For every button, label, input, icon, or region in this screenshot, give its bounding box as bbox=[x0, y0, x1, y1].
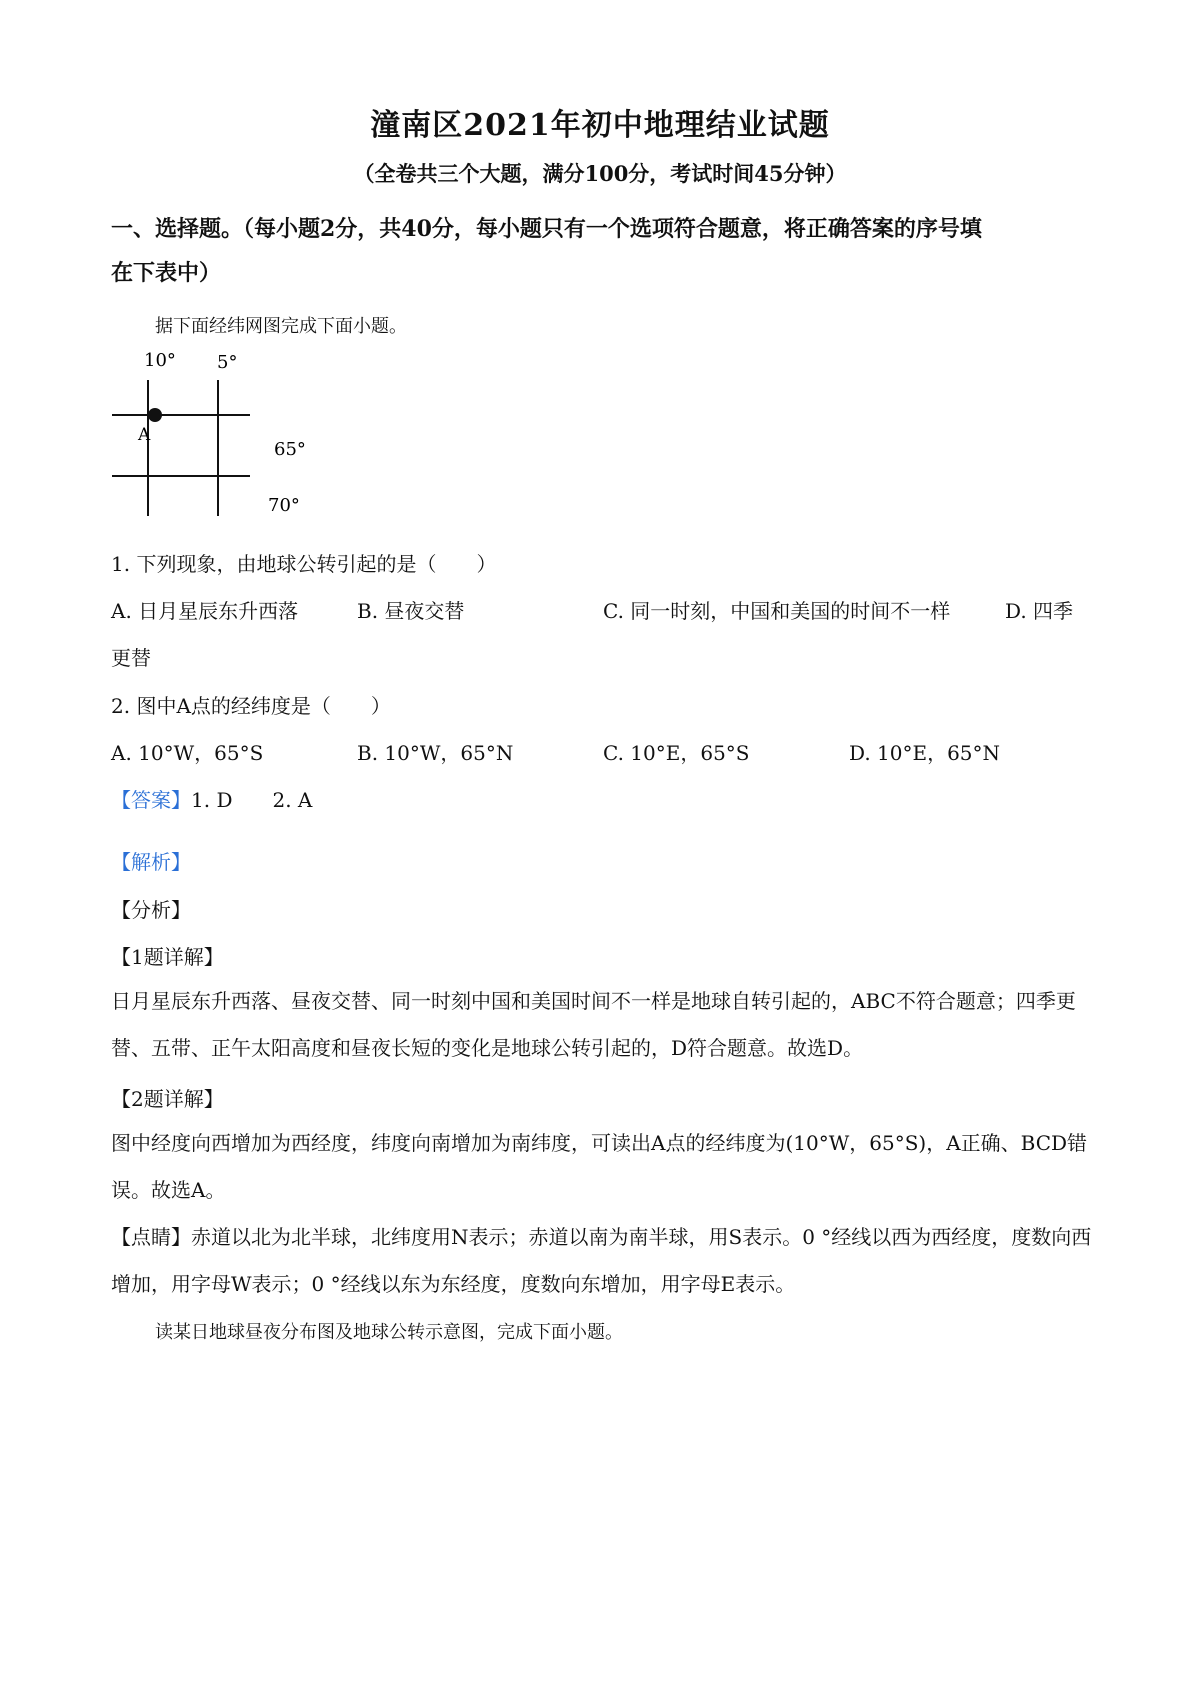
fenxi-label: 【分析】 bbox=[111, 898, 191, 922]
section-heading-line2: 在下表中） bbox=[111, 260, 222, 286]
detail1-label: 【1题详解】 bbox=[111, 945, 224, 969]
intro-next-question: 读某日地球昼夜分布图及地球公转示意图，完成下面小题。 bbox=[155, 1322, 623, 1343]
dianjing-label: 【点睛】 bbox=[111, 1225, 191, 1249]
answer-row bbox=[111, 784, 312, 813]
q1-option-d: D. 四季 bbox=[1005, 599, 1074, 623]
q2-option-a: A. 10°W，65°S bbox=[111, 741, 264, 765]
q2-option-d: D. 10°E，65°N bbox=[849, 741, 1001, 765]
q1-option-c: C. 同一时刻，中国和美国的时间不一样 bbox=[603, 599, 951, 623]
q2-option-b: B. 10°W，65°N bbox=[357, 741, 514, 765]
dianjing-text: 赤道以北为北半球，北纬度用N表示；赤道以南为南半球，用S表示。0 °经线以西为西经度，度数向西增加，用字母W表示；0 °经线以东为东经度，度数向东增加，用字母E表示。 bbox=[111, 1225, 1092, 1296]
analysis-label: 【解析】 bbox=[111, 850, 191, 874]
dianjing-paragraph bbox=[111, 1214, 1101, 1308]
section-heading-line1: 一、选择题。（每小题2分，共40分，每小题只有一个选项符合题意，将正确答案的序号填 bbox=[111, 216, 982, 242]
intro-grid-question: 据下面经纬网图完成下面小题。 bbox=[155, 316, 407, 337]
page-subtitle: （全卷共三个大题，满分100分，考试时间45分钟） bbox=[353, 161, 847, 186]
detail2-label: 【2题详解】 bbox=[111, 1087, 224, 1111]
q2-option-c: C. 10°E，65°S bbox=[603, 741, 750, 765]
answer-text: 1. D 2. A bbox=[191, 788, 313, 812]
label-lon-left: 10° bbox=[144, 350, 176, 371]
q1-stem: 1. 下列现象，由地球公转引起的是（ ） bbox=[111, 552, 497, 576]
q2-stem: 2. 图中A点的经纬度是（ ） bbox=[111, 694, 391, 718]
label-lat-top: 65° bbox=[274, 439, 306, 460]
q1-option-d-wrap: 更替 bbox=[111, 646, 151, 670]
label-lon-right: 5° bbox=[217, 352, 238, 373]
detail2-text: 图中经度向西增加为西经度，纬度向南增加为南纬度，可读出A点的经纬度为(10°W，65°S)，A正确、BCD错误。故选A。 bbox=[111, 1131, 1088, 1202]
point-a-marker bbox=[148, 408, 162, 422]
lat-lon-grid-figure bbox=[100, 348, 320, 528]
answer-label: 【答案】 bbox=[111, 788, 191, 812]
page-title: 潼南区2021年初中地理结业试题 bbox=[370, 108, 830, 143]
q1-option-b: B. 昼夜交替 bbox=[357, 599, 465, 623]
q1-option-a: A. 日月星辰东升西落 bbox=[111, 599, 299, 623]
label-point-a: A bbox=[138, 425, 151, 445]
detail1-text: 日月星辰东升西落、昼夜交替、同一时刻中国和美国时间不一样是地球自转引起的，ABC不符合题意；四季更替、五带、正午太阳高度和昼夜长短的变化是地球公转引起的，D符合题意。故选D。 bbox=[111, 989, 1076, 1060]
label-lat-bottom: 70° bbox=[268, 495, 300, 516]
